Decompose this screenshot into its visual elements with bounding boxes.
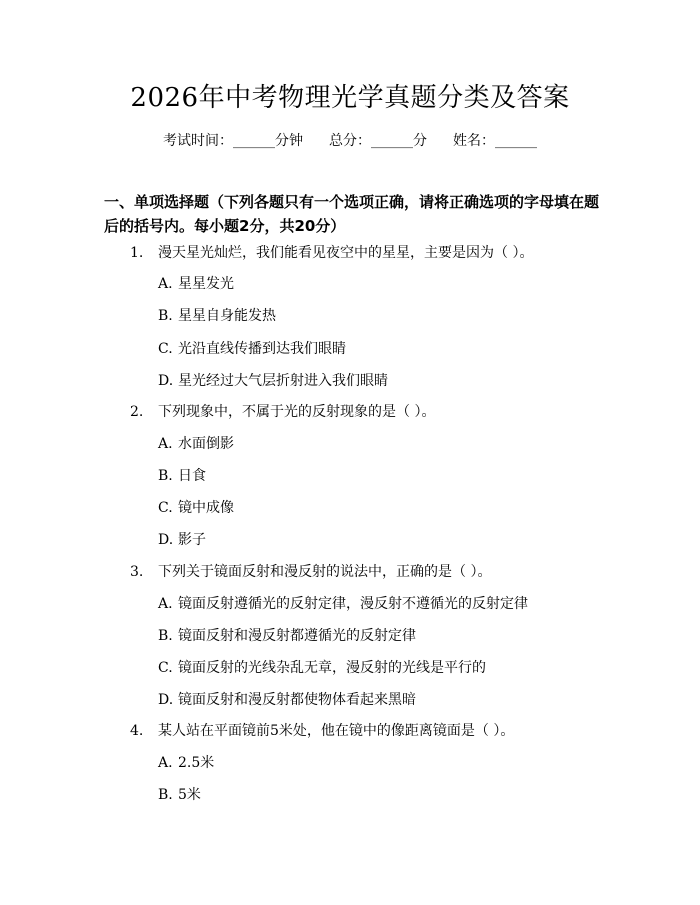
question-number: 4. [130,723,144,739]
question-3-option-c [158,657,486,679]
question-3-option-a [158,593,528,615]
question-2-option-c [158,497,234,519]
question-4-option-b [158,784,201,806]
question-2-option-d [158,529,206,551]
option-letter: C. [158,500,173,516]
option-letter: A. [158,596,173,612]
option-letter: B. [158,308,173,324]
option-letter: B. [158,787,173,803]
question-2 [130,401,435,423]
option-letter: B. [158,628,173,644]
exam-info-line [0,130,700,152]
question-3-option-b [158,625,416,647]
option-letter: B. [158,468,173,484]
option-letter: A. [158,436,173,452]
question-text: 漫天星光灿烂，我们能看见夜空中的星星，主要是因为（ ）。 [158,245,534,261]
option-text: 影子 [178,532,206,548]
option-text: 镜面反射的光线杂乱无章，漫反射的光线是平行的 [178,660,486,676]
option-text: 5米 [178,787,201,803]
total-score-field: 总分：______分 [329,133,427,149]
option-text: 星光经过大气层折射进入我们眼睛 [178,373,388,389]
question-number: 3. [130,564,144,580]
question-1-option-a [158,273,234,295]
option-text: 2.5米 [178,755,215,771]
option-letter: A. [158,755,173,771]
option-letter: A. [158,276,173,292]
question-1-option-b [158,305,276,327]
document-title: 2026年中考物理光学真题分类及答案 [130,83,570,113]
option-text: 镜面反射和漫反射都遵循光的反射定律 [178,628,416,644]
option-text: 日食 [178,468,206,484]
option-text: 镜面反射遵循光的反射定律，漫反射不遵循光的反射定律 [178,596,528,612]
question-3-option-d [158,689,416,711]
question-2-option-b [158,465,206,487]
question-text: 某人站在平面镜前5米处，他在镜中的像距离镜面是（ ）。 [158,723,515,739]
question-1-option-c [158,338,346,360]
option-letter: D. [158,373,174,389]
question-2-option-a [158,433,234,455]
question-text: 下列关于镜面反射和漫反射的说法中，正确的是（ ）。 [158,564,492,580]
option-text: 镜中成像 [178,500,234,516]
student-name-field: 姓名：______ [453,133,537,149]
question-4 [130,720,514,742]
option-text: 星星自身能发热 [178,308,276,324]
option-letter: D. [158,692,174,708]
question-1-option-d [158,370,388,392]
question-4-option-a [158,752,214,774]
option-letter: C. [158,660,173,676]
option-text: 光沿直线传播到达我们眼睛 [178,341,346,357]
option-text: 镜面反射和漫反射都使物体看起来黑暗 [178,692,416,708]
question-text: 下列现象中，不属于光的反射现象的是（ ）。 [158,404,436,420]
question-1 [130,242,533,264]
question-number: 2. [130,404,144,420]
option-text: 星星发光 [178,276,234,292]
question-3 [130,561,491,583]
question-number: 1. [130,245,144,261]
exam-time-field: 考试时间：______分钟 [163,133,303,149]
option-letter: D. [158,532,174,548]
option-letter: C. [158,341,173,357]
option-text: 水面倒影 [178,436,234,452]
section-heading: 一、单项选择题（下列各题只有一个选项正确，请将正确选项的字母填在题后的括号内。每小题2分，共20分） [104,193,600,235]
